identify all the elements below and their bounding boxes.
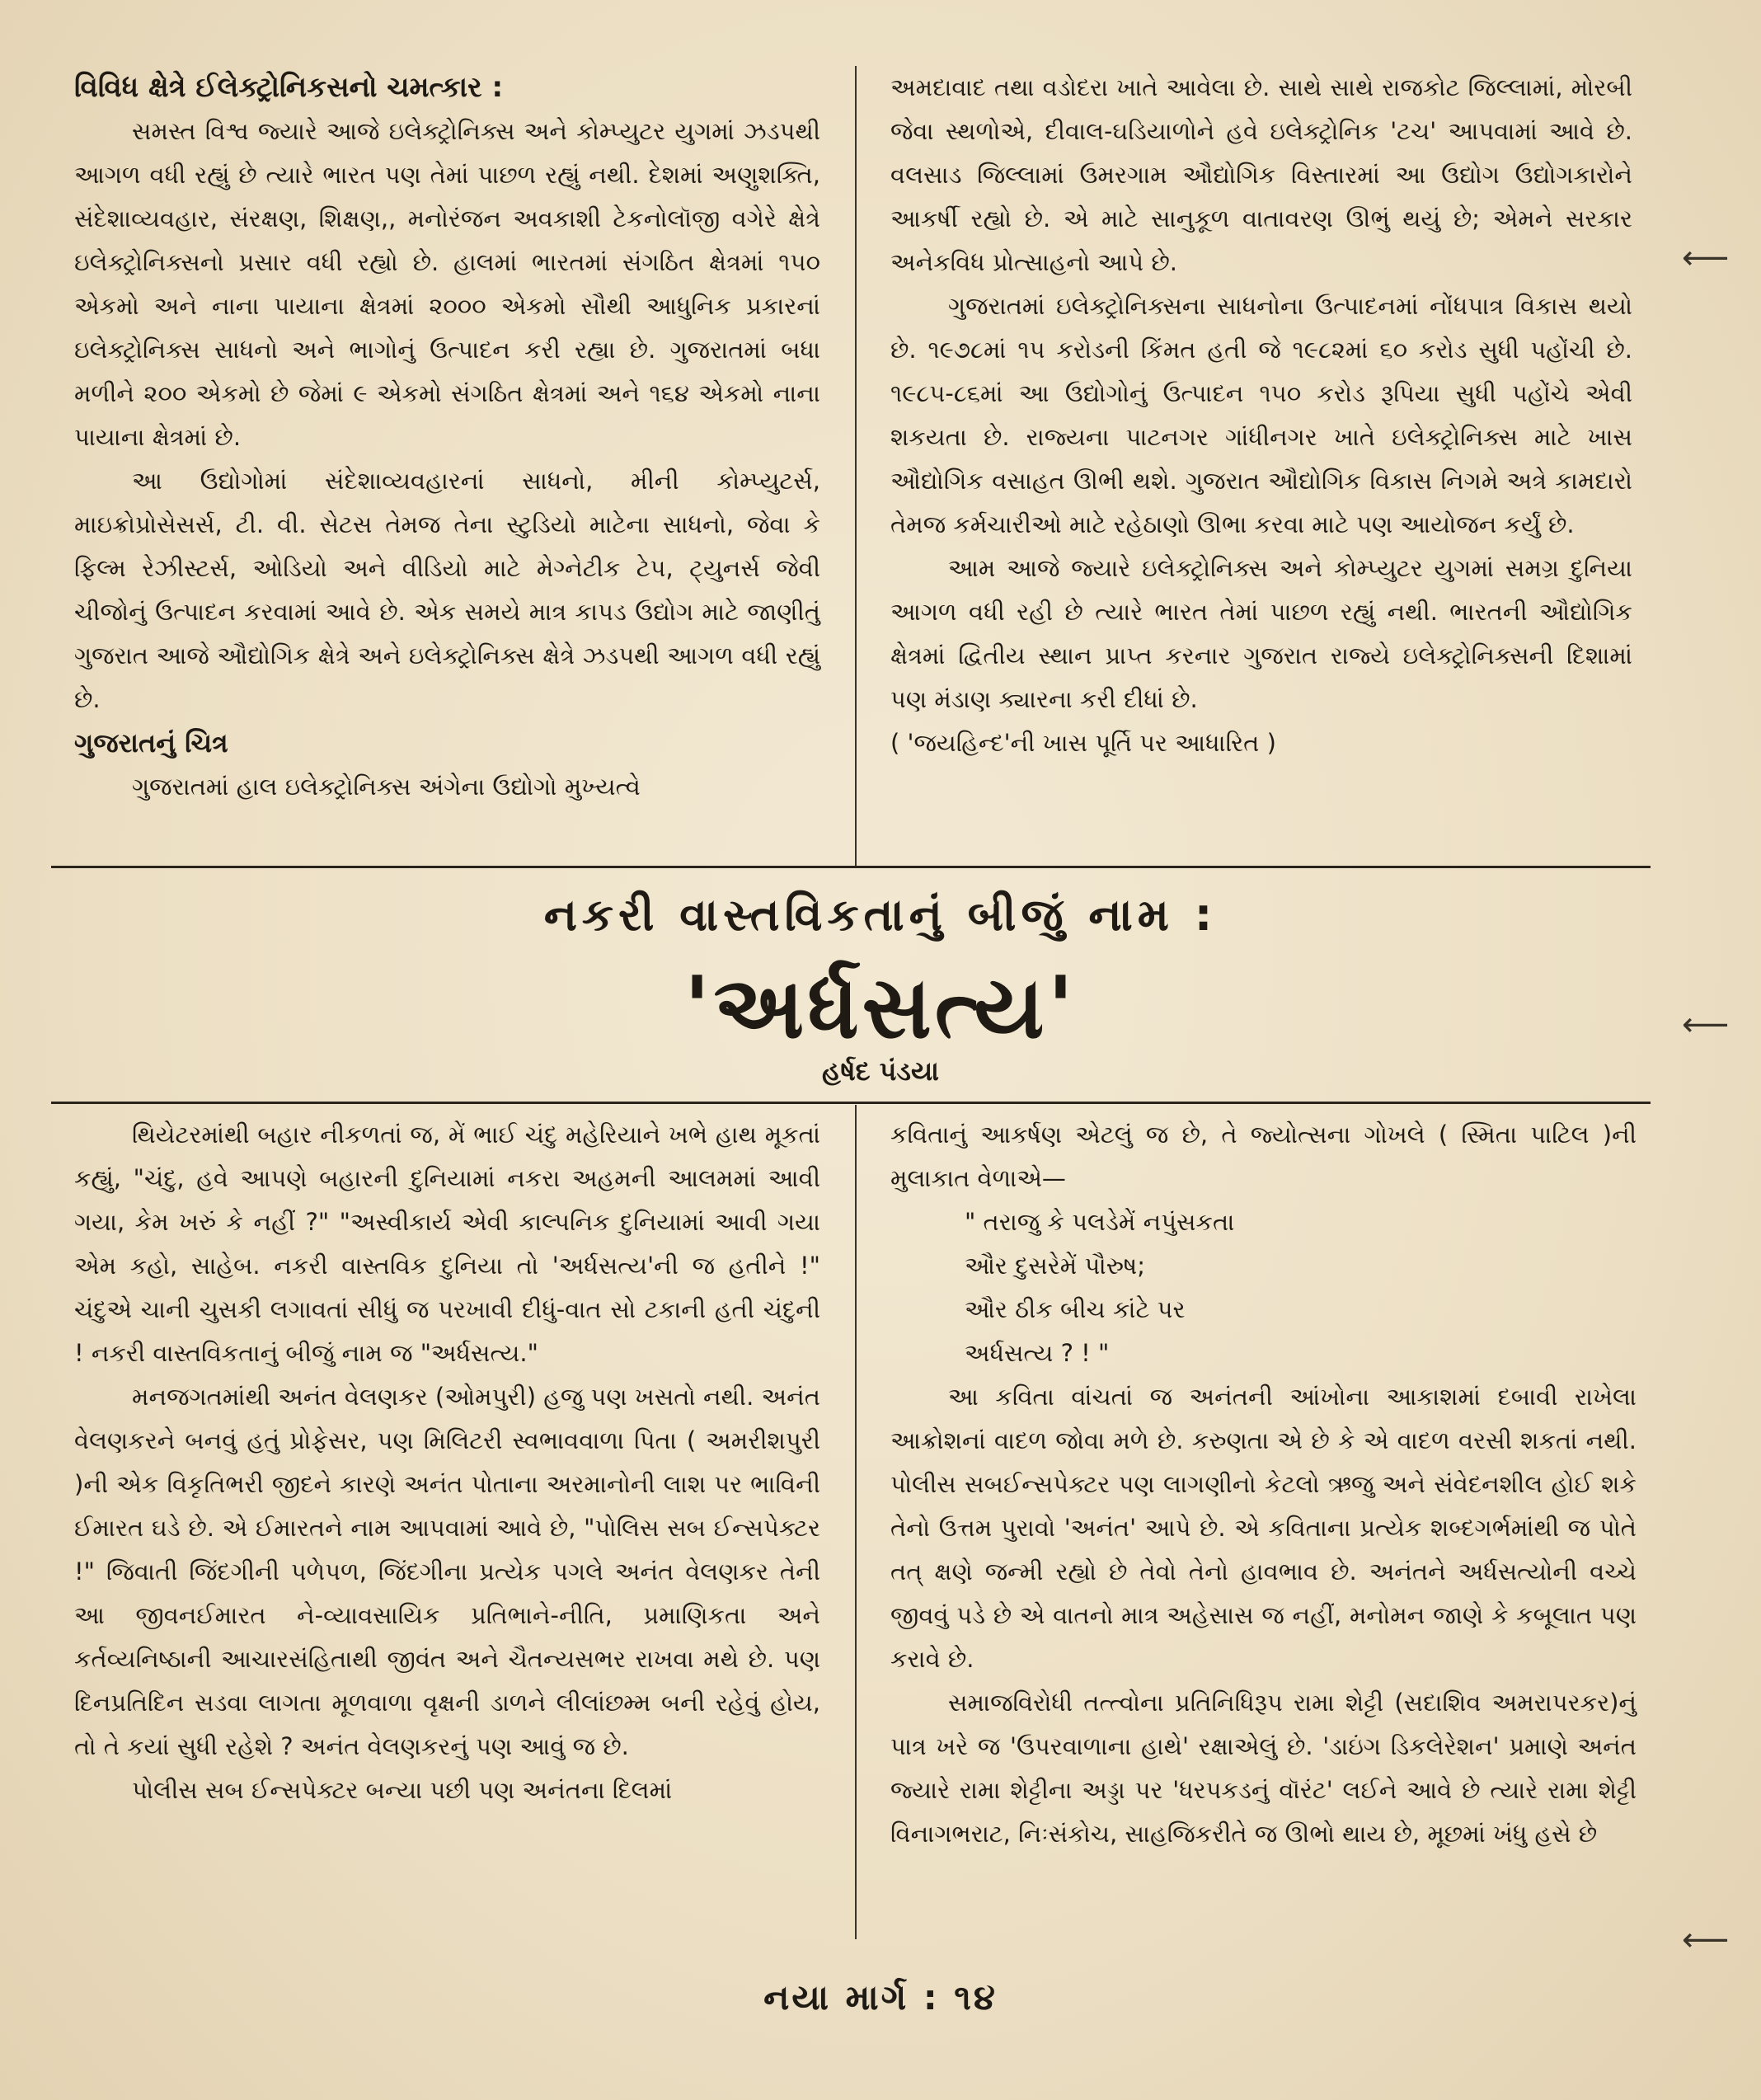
poem-line: ઔર દુસરેમેં પૌરુષ; — [965, 1252, 1145, 1280]
article2-paragraph: આ કવિતા વાંચતાં જ અનંતની આંખોના આકાશમાં દબાવી રાખેલા આક્રોશનાં વાદળ જોવા મળે છે. કરુણતા એ છે કે એ વાદળ વરસી શકતાં નથી. પોલીસ સબઈન્સપેક્ટર પણ લાગણીનો કેટલો ઋજુ અને સંવેદનશીલ હોઈ શકે તેનો ઉત્તમ પુરાવો 'અનંત' આપે છે. એ કવિતાના પ્રત્યેક શબ્દગર્ભમાંથી જ પોતે તત્ ક્ષણે જન્મી રહ્યો છે તેવો તેનો હાવભાવ છે. અનંતને અર્ધસત્યોની વચ્ચે જીવવું પડે છે એ વાતનો માત્ર અહેસાસ જ નહીં, મનોમન જાણે કે કબૂલાત પણ કરાવે છે. — [890, 1383, 1637, 1673]
article1-subheading: ગુજરાતનું ચિત્ર — [74, 727, 228, 759]
article1-source: ( 'જયહિન્દ'ની ખાસ પૂર્તિ પર આધારિત ) — [890, 729, 1276, 757]
article1-left-column — [74, 66, 820, 809]
poem-line: ઔર ઠીક બીચ કાંટે પર — [965, 1295, 1186, 1323]
article2-left-column — [74, 1113, 820, 1812]
poem-line: " તરાજુ કે પલડેમેં નપુંસકતા — [965, 1208, 1235, 1236]
section-divider — [51, 866, 1651, 868]
article1-paragraph: ગુજરાતમાં હાલ ઇલેક્ટ્રોનિક્સ અંગેના ઉદ્યોગો મુખ્યત્વે — [132, 773, 641, 801]
margin-mark-icon: ⟵ — [1682, 239, 1730, 277]
article2-paragraph: મનજગતમાંથી અનંત વેલણકર (ઓમપુરી) હજુ પણ ખસતો નથી. અનંત વેલણકરને બનવું હતું પ્રોફેસર, પણ મિલિટરી સ્વભાવવાળા પિતા ( અમરીશપુરી )ની એક વિકૃતિભરી જીદને કારણે અનંત પોતાના અરમાનોની લાશ પર ભાવિની ઈમારત ઘડે છે. એ ઈમારતને નામ આપવામાં આવે છે, "પોલિસ સબ ઈન્સપેક્ટર !" જિવાતી જિંદગીની પળેપળ, જિંદગીના પ્રત્યેક પગલે અનંત વેલણકર તેની આ જીવનઈમારત ને-વ્યાવસાયિક પ્રતિભાને-નીતિ, પ્રમાણિકતા અને કર્તવ્યનિષ્ઠાની આચારસંહિતાથી જીવંત અને ચૈતન્યસભર રાખવા મથે છે. પણ દિનપ્રતિદિન સડવા લાગતા મૂળવાળા વૃક્ષની ડાળને લીલાંછમ્મ બની રહેવું હોય, તો તે કયાં સુધી રહેશે ? અનંત વેલણકરનું પણ આવું જ છે. — [74, 1383, 820, 1760]
poem-line: અર્ધસત્ય ? ! " — [965, 1339, 1110, 1367]
page-footer: નયા માર્ગ : ૧૪ — [763, 1977, 998, 2018]
article2-paragraph: કવિતાનું આકર્ષણ એટલું જ છે, તે જ્યોત્સના ગોખલે ( સ્મિતા પાટિલ )ની મુલાકાત વેળાએ— — [890, 1120, 1637, 1192]
article1-paragraph: આ ઉદ્યોગોમાં સંદેશાવ્યવહારનાં સાધનો, મીની કોમ્પ્યુટર્સ, માઇક્રોપ્રોસેસર્સ, ટી. વી. સેટસ તેમજ તેના સ્ટુડિયો માટેના સાધનો, જેવા કે ફિલ્મ રેઝીસ્ટર્સ, ઓડિયો અને વીડિયો માટે મેગ્નેટીક ટેપ, ટ્યુનર્સ જેવી ચીજોનું ઉત્પાદન કરવામાં આવે છે. એક સમયે માત્ર કાપડ ઉદ્યોગ માટે જાણીતું ગુજરાત આજે ઔદ્યોગિક ક્ષેત્રે અને ઇલેક્ટ્રોનિક્સ ક્ષેત્રે ઝડપથી આગળ વધી રહ્યું છે. — [74, 467, 820, 713]
article1-heading: વિવિધ ક્ષેત્રે ઈલેક્ટ્રોનિકસનો ચમત્કાર : — [74, 71, 504, 104]
article1-paragraph: સમસ્ત વિશ્વ જ્યારે આજે ઇલેક્ટ્રોનિક્સ અને કોમ્પ્યુટર યુગમાં ઝડપથી આગળ વધી રહ્યું છે ત્યારે ભારત પણ તેમાં પાછળ રહ્યું નથી. દેશમાં અણુશક્તિ, સંદેશાવ્યવહાર, સંરક્ષણ, શિક્ષણ,, મનોરંજન અવકાશી ટેકનોલૉજી વગેરે ક્ષેત્રે ઇલેક્ટ્રોનિક્સનો પ્રસાર વધી રહ્યો છે. હાલમાં ભારતમાં સંગઠિત ક્ષેત્રમાં ૧૫૦ એકમો અને નાના પાયાના ક્ષેત્રમાં ૨૦૦૦ એકમો સૌથી આધુનિક પ્રકારનાં ઇલેક્ટ્રોનિક્સ સાધનો અને ભાગોનું ઉત્પાદન કરી રહ્યા છે. ગુજરાતમાં બધા મળીને ૨૦૦ એકમો છે જેમાં ૯ એકમો સંગઠિત ક્ષેત્રમાં અને ૧૬૪ એકમો નાના પાયાના ક્ષેત્રમાં છે. — [74, 117, 820, 451]
article2-title: 'અર્ધસત્ય' — [683, 956, 1078, 1058]
column-divider — [855, 1105, 857, 1939]
article2-paragraph: પોલીસ સબ ઈન્સપેક્ટર બન્યા પછી પણ અનંતના દિલમાં — [132, 1776, 673, 1804]
article2-right-column — [890, 1113, 1637, 1856]
section-divider — [51, 1102, 1651, 1104]
article1-paragraph: અમદાવાદ તથા વડોદરા ખાતે આવેલા છે. સાથે સાથે રાજકોટ જિલ્લામાં, મોરબી જેવા સ્થળોએ, દીવાલ-ઘડિયાળોને હવે ઇલેક્ટ્રોનિક 'ટચ' આપવામાં આવે છે. વલસાડ જિલ્લામાં ઉમરગામ ઔદ્યોગિક વિસ્તારમાં આ ઉદ્યોગ ઉદ્યોગકારોને આકર્ષી રહ્યો છે. એ માટે સાનુકૂળ વાતાવરણ ઊભું થયું છે; એમને સરકાર અનેકવિધ પ્રોત્સાહનો આપે છે. — [890, 73, 1632, 276]
article2-paragraph: થિયેટરમાંથી બહાર નીકળતાં જ, મેં ભાઈ ચંદુ મહેરિયાને ખભે હાથ મૂકતાં કહ્યું, "ચંદુ, હવે આપણે બહારની દુનિયામાં નકરા અહમની આલમમાં આવી ગયા, કેમ ખરું કે નહીં ?" "અસ્વીકાર્ય એવી કાલ્પનિક દુનિયામાં આવી ગયા એમ કહો, સાહેબ. નકરી વાસ્તવિક દુનિયા તો 'અર્ધસત્ય'ની જ હતીને !" ચંદુએ ચાની ચુસકી લગાવતાં સીધું જ પરખાવી દીધું-વાત સો ટકાની હતી ચંદુની ! નકરી વાસ્તવિકતાનું બીજું નામ જ "અર્ધસત્ય." — [74, 1120, 820, 1367]
article2-paragraph: સમાજવિરોધી તત્ત્વોના પ્રતિનિધિરૂપ રામા શેટ્ટી (સદાશિવ અમરાપરકર)નું પાત્ર ખરે જ 'ઉપરવાળાના હાથે' રક્ષાએલું છે. 'ડાઇંગ ડિકલેરેશન' પ્રમાણે અનંત જ્યારે રામા શેટ્ટીના અડ્ડા પર 'ધરપકડનું વૉરંટ' લઈને આવે છે ત્યારે રામા શેટ્ટી વિનાગભરાટ, નિઃસંકોચ, સાહજિકરીતે જ ઊભો થાય છે, મૂછમાં ખંધુ હસે છે — [890, 1689, 1637, 1848]
column-divider — [855, 66, 857, 867]
article1-paragraph: આમ આજે જ્યારે ઇલેક્ટ્રોનિક્સ અને કોમ્પ્યુટર યુગમાં સમગ્ર દુનિયા આગળ વધી રહી છે ત્યારે ભારત તેમાં પાછળ રહ્યું નથી. ભારતની ઔદ્યોગિક ક્ષેત્રમાં દ્વિતીય સ્થાન પ્રાપ્ત કરનાર ગુજરાત રાજ્યે ઇલેક્ટ્રોનિક્સની દિશામાં પણ મંડાણ ક્યારના કરી દીધાં છે. — [890, 554, 1632, 713]
article2-headline: નકરી વાસ્તવિકતાનું બીજું નામ : — [543, 889, 1218, 941]
article1-paragraph: ગુજરાતમાં ઇલેક્ટ્રોનિક્સના સાધનોના ઉત્પાદનમાં નોંધપાત્ર વિકાસ થયો છે. ૧૯૭૮માં ૧૫ કરોડની કિંમત હતી જે ૧૯૮૨માં ૬૦ કરોડ સુધી પહોંચી છે. ૧૯૮૫-૮૬માં આ ઉદ્યોગોનું ઉત્પાદન ૧૫૦ કરોડ રૂપિયા સુધી પહોંચે એવી શકયતા છે. રાજ્યના પાટનગર ગાંધીનગર ખાતે ઇલેક્ટ્રોનિક્સ માટે ખાસ ઔદ્યોગિક વસાહત ઊભી થશે. ગુજરાત ઔદ્યોગિક વિકાસ નિગમે અત્રે કામદારો તેમજ કર્મચારીઓ માટે રહેઠાણો ઊભા કરવા માટે પણ આયોજન કર્યું છે. — [890, 292, 1632, 538]
margin-mark-icon: ⟵ — [1682, 1921, 1730, 1959]
margin-mark-icon: ⟵ — [1682, 1006, 1730, 1044]
article1-right-column — [890, 66, 1632, 765]
article2-author: હર્ષદ પંડયા — [821, 1055, 940, 1087]
